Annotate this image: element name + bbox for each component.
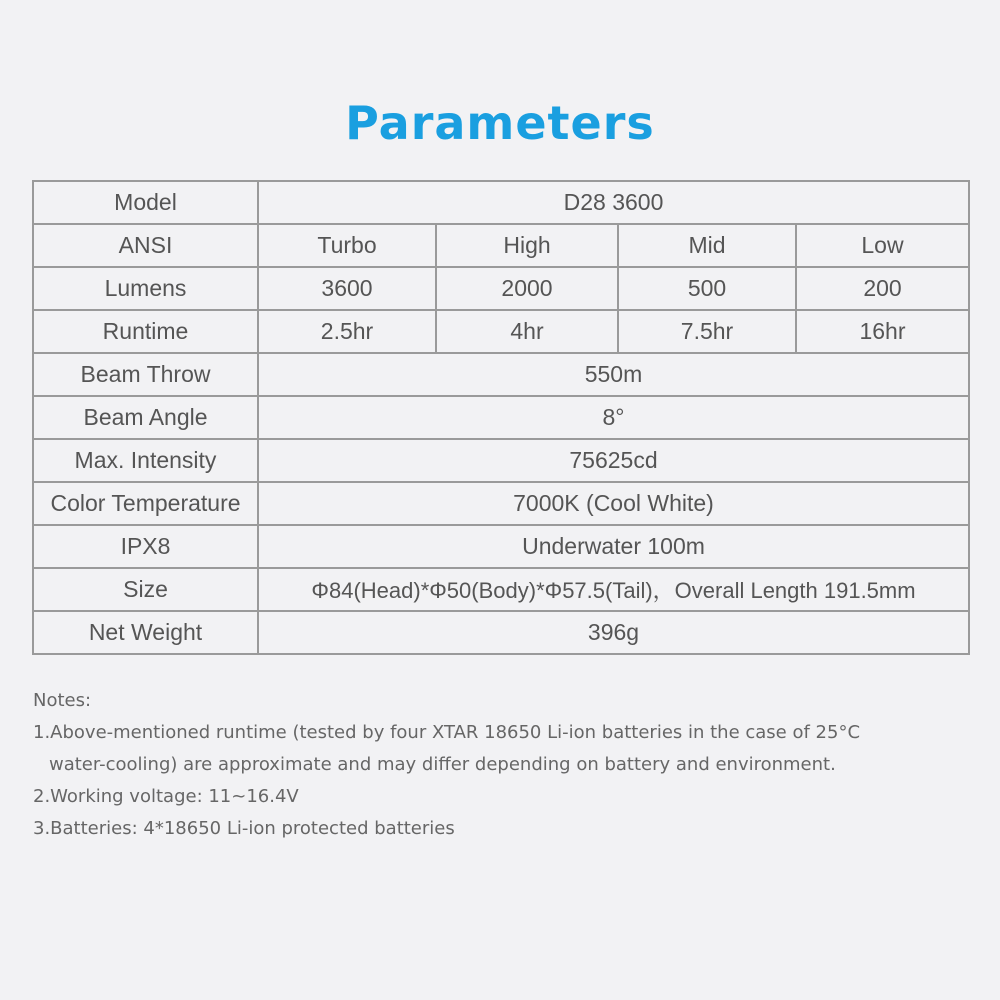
beam-throw-value: 550m <box>258 353 969 396</box>
table-row-lumens <box>33 267 969 310</box>
runtime-mid: 7.5hr <box>618 310 796 353</box>
table-row-ipx8 <box>33 525 969 568</box>
beam-angle-value: 8° <box>258 396 969 439</box>
mode-turbo: Turbo <box>258 224 436 267</box>
lumens-low: 200 <box>796 267 969 310</box>
table-row-runtime <box>33 310 969 353</box>
row-label-beam-throw: Beam Throw <box>33 353 258 396</box>
lumens-mid: 500 <box>618 267 796 310</box>
table-row-beam-throw <box>33 353 969 396</box>
max-intensity-value: 75625cd <box>258 439 969 482</box>
lumens-turbo: 3600 <box>258 267 436 310</box>
table-row-net-weight <box>33 611 969 654</box>
table-row-size <box>33 568 969 611</box>
notes-section <box>33 685 973 845</box>
note-1-line-2: water-cooling) are approximate and may differ depending on battery and environment. <box>49 754 836 775</box>
runtime-high: 4hr <box>436 310 618 353</box>
page-title: Parameters <box>345 96 655 150</box>
runtime-low: 16hr <box>796 310 969 353</box>
row-label-color-temperature: Color Temperature <box>33 482 258 525</box>
note-3: 3.Batteries: 4*18650 Li-ion protected batteries <box>33 818 455 839</box>
runtime-turbo: 2.5hr <box>258 310 436 353</box>
mode-low: Low <box>796 224 969 267</box>
row-label-model: Model <box>33 181 258 224</box>
row-label-size: Size <box>33 568 258 611</box>
table-row-model <box>33 181 969 224</box>
parameters-table <box>32 180 970 655</box>
ipx8-value: Underwater 100m <box>258 525 969 568</box>
row-label-max-intensity: Max. Intensity <box>33 439 258 482</box>
note-2: 2.Working voltage: 11~16.4V <box>33 786 299 807</box>
mode-mid: Mid <box>618 224 796 267</box>
row-label-lumens: Lumens <box>33 267 258 310</box>
mode-high: High <box>436 224 618 267</box>
net-weight-value: 396g <box>258 611 969 654</box>
row-label-net-weight: Net Weight <box>33 611 258 654</box>
row-label-beam-angle: Beam Angle <box>33 396 258 439</box>
table-row-ansi <box>33 224 969 267</box>
color-temperature-value: 7000K (Cool White) <box>258 482 969 525</box>
lumens-high: 2000 <box>436 267 618 310</box>
row-label-ipx8: IPX8 <box>33 525 258 568</box>
table-row-beam-angle <box>33 396 969 439</box>
row-label-runtime: Runtime <box>33 310 258 353</box>
model-value: D28 3600 <box>258 181 969 224</box>
size-value: Φ84(Head)*Φ50(Body)*Φ57.5(Tail)，Overall Length 191.5mm <box>258 568 969 611</box>
notes-heading: Notes: <box>33 690 92 711</box>
row-label-ansi: ANSI <box>33 224 258 267</box>
note-1-line-1: 1.Above-mentioned runtime (tested by four XTAR 18650 Li-ion batteries in the case of 25°C <box>33 722 861 743</box>
table-row-max-intensity <box>33 439 969 482</box>
table-row-color-temperature <box>33 482 969 525</box>
